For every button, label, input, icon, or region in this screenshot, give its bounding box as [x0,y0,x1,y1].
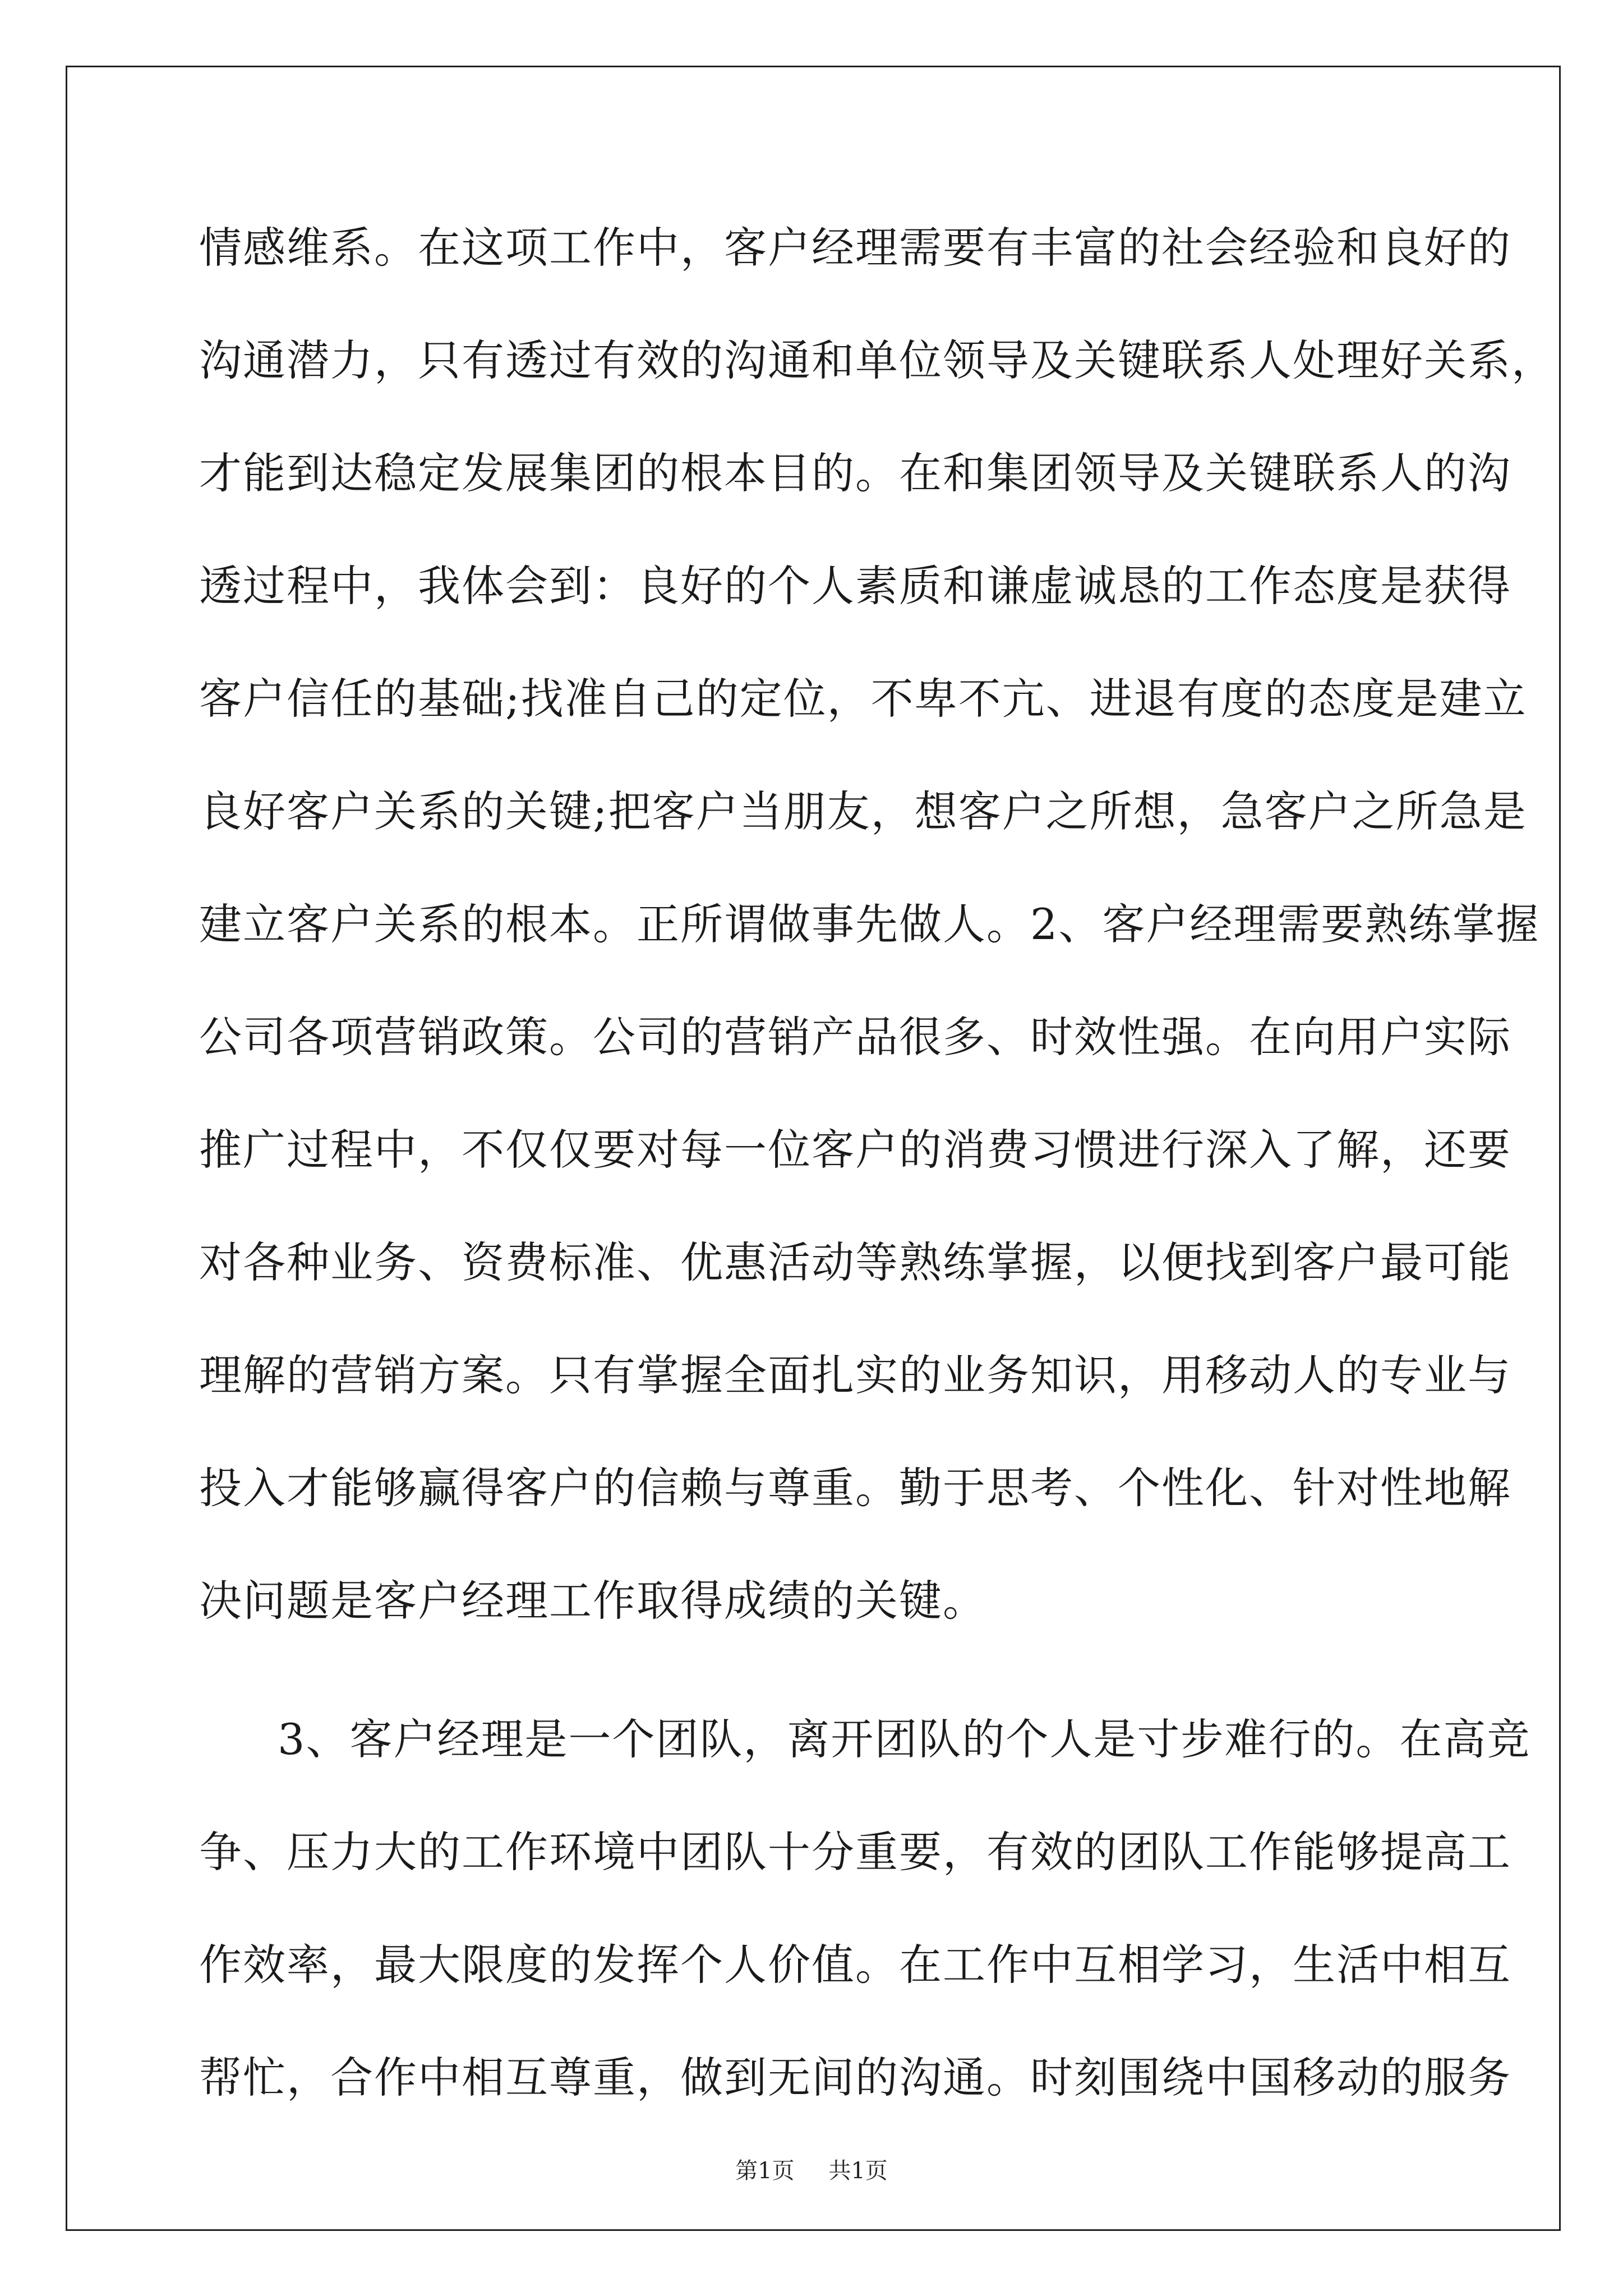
text-line: 情感维系。在这项工作中，客户经理需要有丰富的社会经验和良好的 [199,223,1511,273]
text-line: 公司各项营销政策。公司的营销产品很多、时效性强。在向用户实际 [199,1012,1511,1062]
text-line: 良好客户关系的关键;把客户当朋友，想客户之所想，急客户之所急是 [199,786,1527,836]
text-line: 对各种业务、资费标准、优惠活动等熟练掌握，以便找到客户最可能 [199,1237,1511,1287]
text-line: 才能到达稳定发展集团的根本目的。在和集团领导及关键联系人的沟 [199,448,1511,498]
text-line: 投入才能够赢得客户的信赖与尊重。勤于思考、个性化、针对性地解 [199,1463,1511,1513]
text-line: 推广过程中，不仅仅要对每一位客户的消费习惯进行深入了解，还要 [199,1125,1511,1175]
page-total: 共1页 [828,2158,888,2184]
text-line: 作效率，最大限度的发挥个人价值。在工作中互相学习，生活中相互 [199,1940,1511,1990]
text-line: 建立客户关系的根本。正所谓做事先做人。2、客户经理需要熟练掌握 [199,899,1540,949]
text-line: 帮忙，合作中相互尊重，做到无间的沟通。时刻围绕中国移动的服务 [199,2053,1511,2102]
text-line: 透过程中，我体会到：良好的个人素质和谦虚诚恳的工作态度是获得 [199,561,1511,611]
text-line: 决问题是客户经理工作取得成绩的关键。 [199,1576,986,1626]
text-line: 客户信任的基础;找准自己的定位，不卑不亢、进退有度的态度是建立 [199,674,1527,724]
page-number: 第1页 [735,2158,795,2184]
text-line: 3、客户经理是一个团队，离开团队的个人是寸步难行的。在高竞 [278,1714,1531,1764]
page-footer [0,2154,1623,2188]
text-line: 争、压力大的工作环境中团队十分重要，有效的团队工作能够提高工 [199,1827,1511,1877]
text-line: 沟通潜力，只有透过有效的沟通和单位领导及关键联系人处理好关系， [199,335,1555,385]
text-line: 理解的营销方案。只有掌握全面扎实的业务知识，用移动人的专业与 [199,1350,1511,1400]
